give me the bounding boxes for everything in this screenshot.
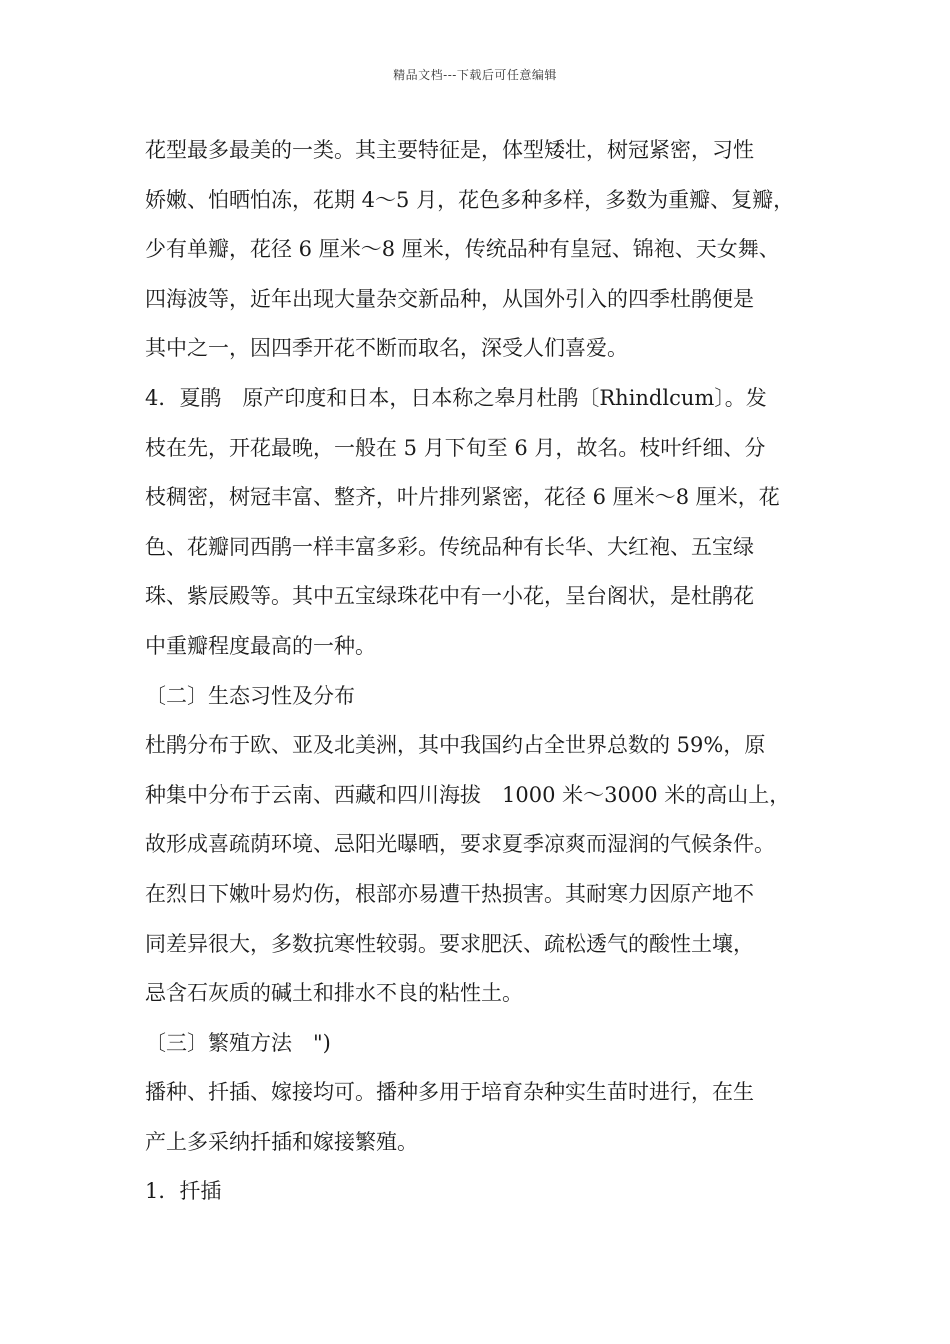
text-line: 产上多采纳扦插和嫁接繁殖。: [145, 1129, 418, 1154]
text-line: 播种、扦插、嫁接均可。播种多用于培育杂种实生苗时进行，在生: [145, 1080, 754, 1105]
text-line: 杜鹃分布于欧、亚及北美洲，其中我国约占全世界总数的 59%，原: [145, 733, 766, 758]
text-line: 四海波等，近年出现大量杂交新品种，从国外引入的四季杜鹃便是: [145, 286, 754, 311]
text-line: 花型最多最美的一类。其主要特征是，体型矮壮，树冠紧密，习性: [145, 138, 754, 162]
text-line: 其中之一，因四季开花不断而取名，深受人们喜爱。: [145, 336, 628, 361]
text-line: 同差异很大，多数抗寒性较弱。要求肥沃、疏松透气的酸性土壤，: [145, 931, 754, 956]
text-line: 色、花瓣同西鹃一样丰富多彩。传统品种有长华、大红袍、五宝绿: [145, 534, 754, 559]
section-heading-xiajuan: 4．夏鹃 原产印度和日本，日本称之皋月杜鹃〔Rhindlcum〕。发: [145, 385, 767, 410]
text-line: 少有单瓣，花径 6 厘米～8 厘米，传统品种有皇冠、锦袍、天女舞、: [145, 237, 780, 262]
page-header: 精品文档---下载后可任意编辑: [393, 68, 557, 82]
document-body: [145, 126, 825, 1217]
text-line: 故形成喜疏荫环境、忌阳光曝晒，要求夏季凉爽而湿润的气候条件。: [145, 832, 775, 857]
text-line: 枝稠密，树冠丰富、整齐，叶片排列紧密，花径 6 厘米～8 厘米，花: [145, 485, 780, 510]
text-line: 忌含石灰质的碱土和排水不良的粘性土。: [145, 981, 523, 1006]
text-line: 在烈日下嫩叶易灼伤，根部亦易遭干热损害。其耐寒力因原产地不: [145, 881, 754, 906]
section-heading-propagation: 〔三〕繁殖方法 "): [145, 1030, 331, 1055]
text-line: 娇嫩、怕晒怕冻，花期 4～5 月，花色多种多样，多数为重瓣、复瓣，: [145, 187, 795, 212]
text-line: 枝在先，开花最晚，一般在 5 月下旬至 6 月，故名。枝叶纤细、分: [145, 435, 766, 460]
section-heading-ecology: 〔二〕生态习性及分布: [145, 683, 355, 708]
text-line: 珠、紫辰殿等。其中五宝绿珠花中有一小花，呈台阁状，是杜鹃花: [145, 584, 754, 609]
text-line: 种集中分布于云南、西藏和四川海拔 1000 米～3000 米的高山上，: [145, 782, 791, 807]
subheading-cutting: 1．扦插: [145, 1179, 222, 1204]
text-line: 中重瓣程度最高的一种。: [145, 633, 376, 658]
